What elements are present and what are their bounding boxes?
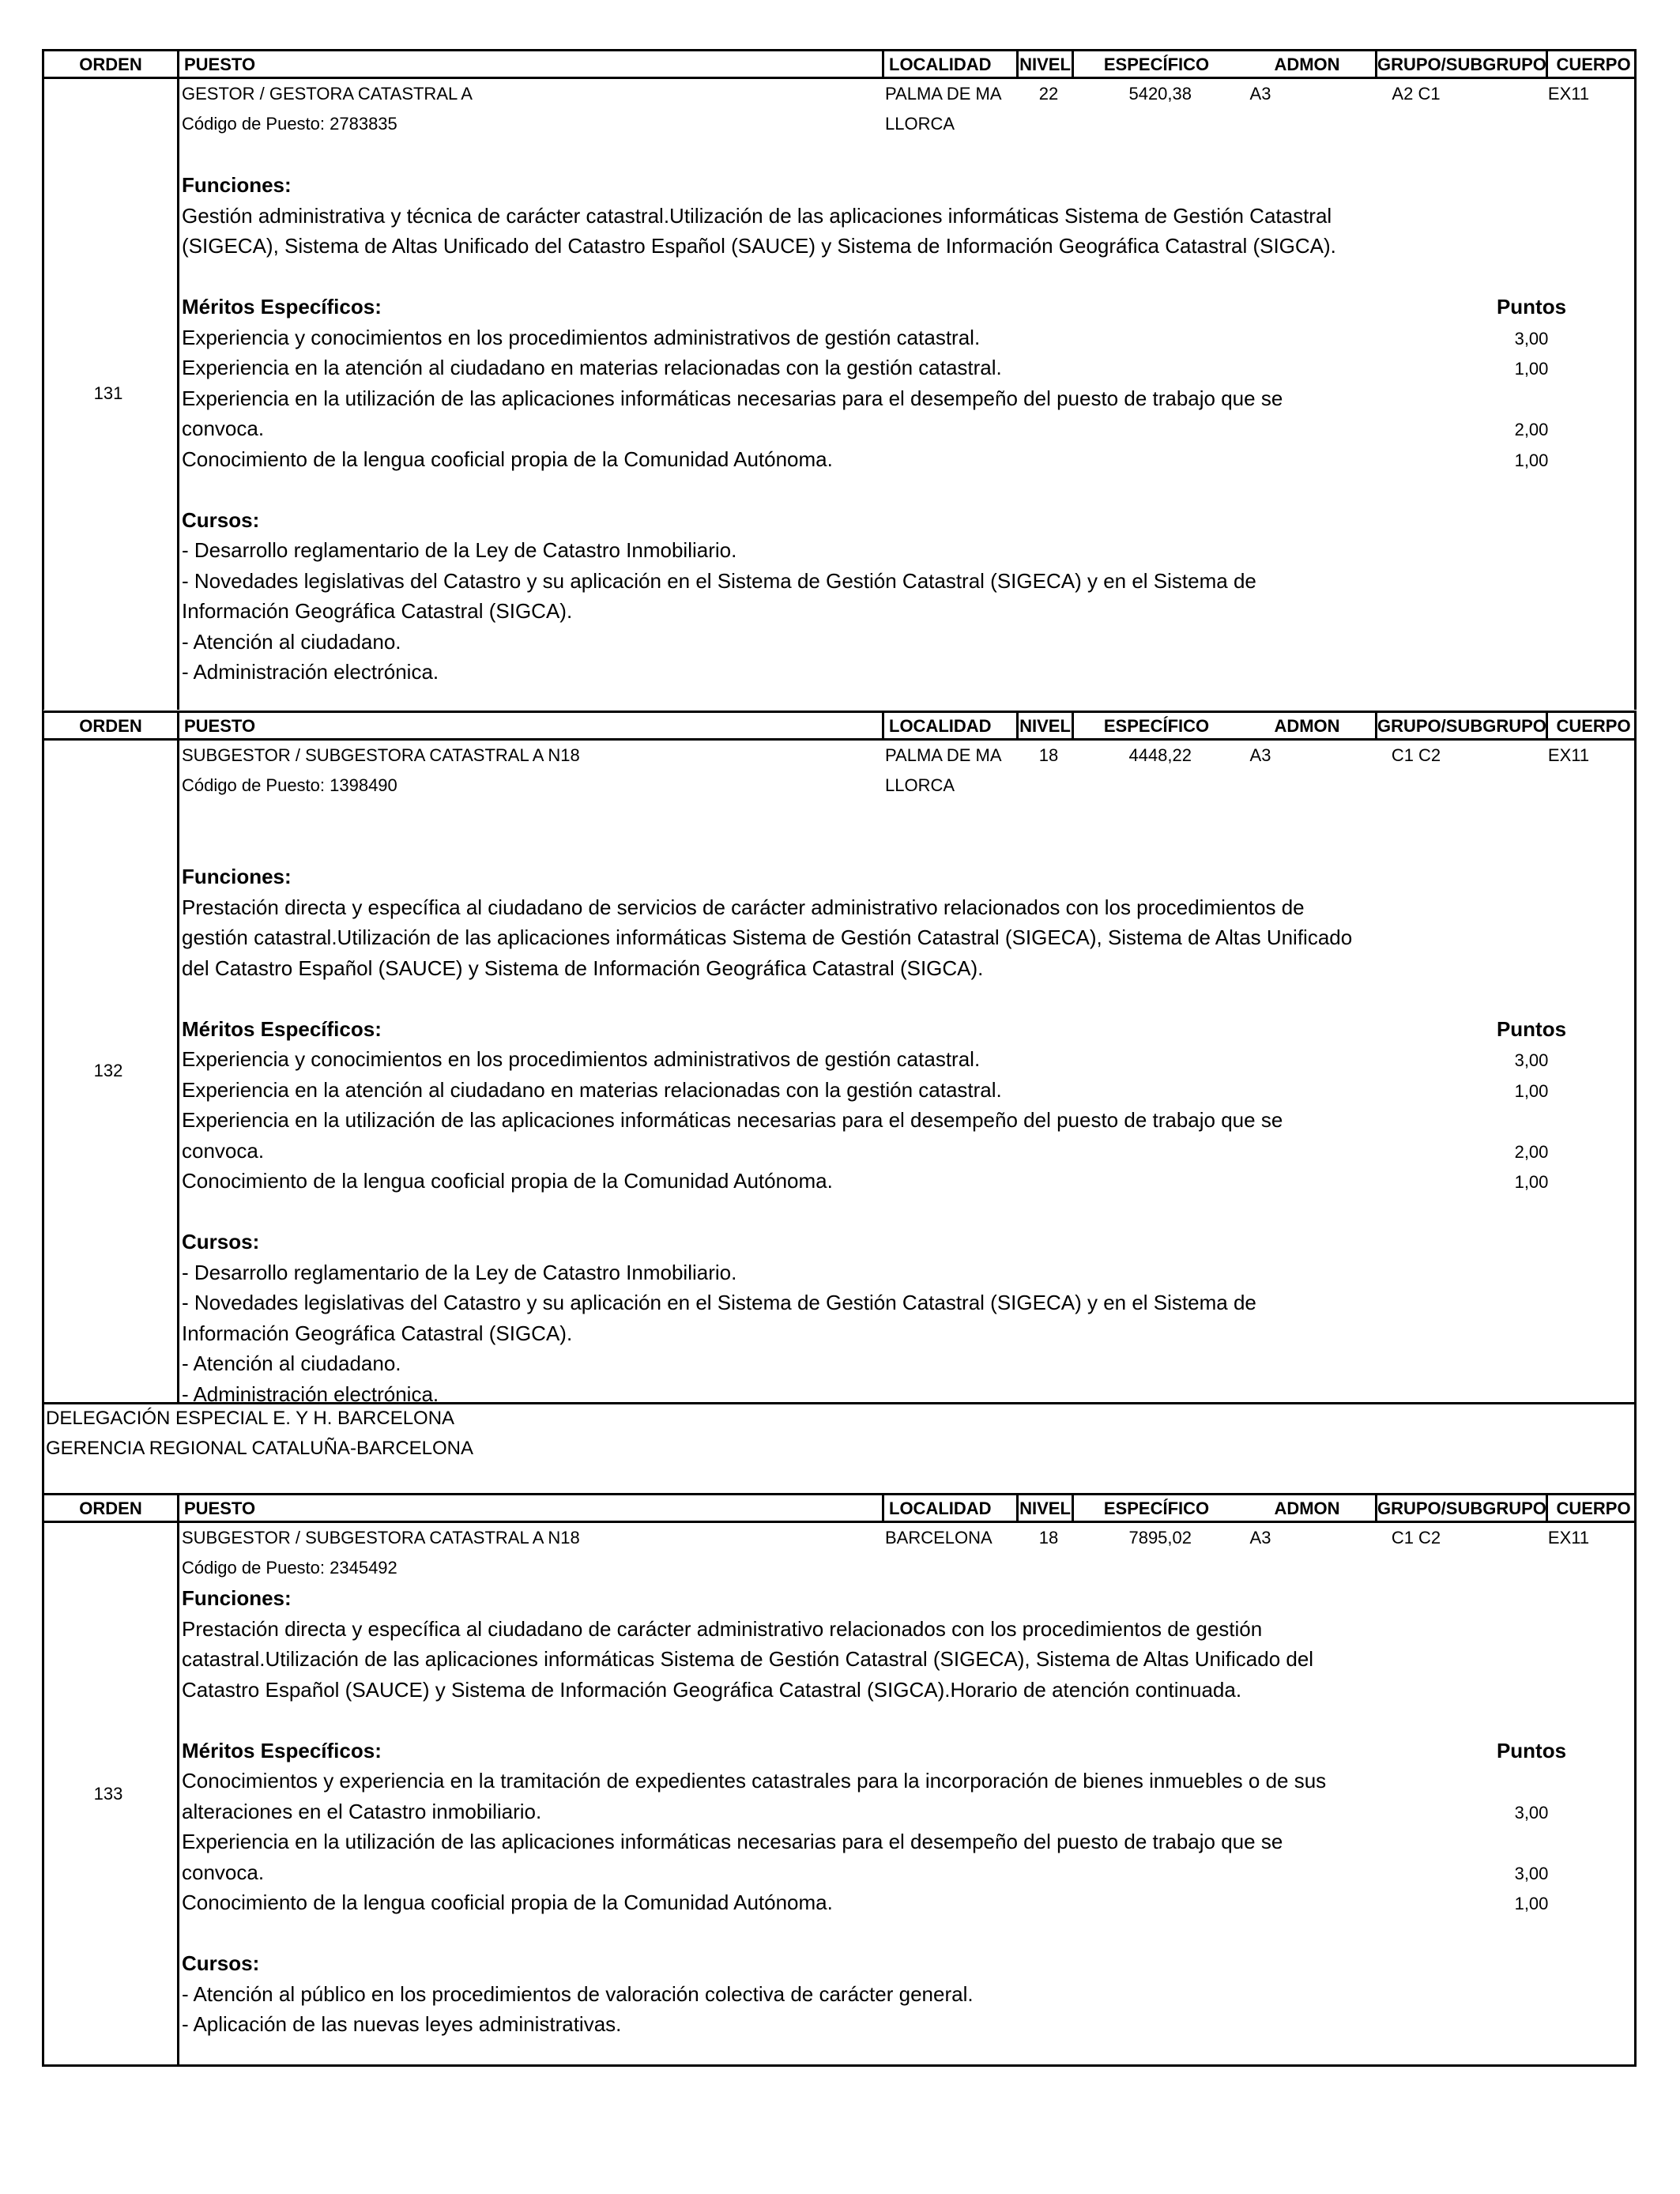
meritos-label: Méritos Específicos:: [182, 1738, 382, 1762]
curso-line: Información Geográfica Catastral (SIGCA).: [182, 599, 573, 623]
merito-line: convoca.: [182, 417, 265, 440]
puntos-label: Puntos: [1496, 1738, 1567, 1762]
header-puesto: PUESTO: [177, 1495, 882, 1521]
header-admon: ADMON: [1274, 1498, 1340, 1518]
nivel-value: 18: [1038, 745, 1059, 765]
merito-line: Experiencia en la utilización de las aplicaciones informáticas necesarias para el desempeño del puesto de trabajo que se: [182, 1108, 1283, 1132]
header-row: [42, 711, 1637, 741]
header-localidad: LOCALIDAD: [882, 713, 1016, 738]
header-puesto: PUESTO: [177, 51, 882, 77]
merito-puntos: 1,00: [1514, 1172, 1549, 1192]
curso-line: - Atención al ciudadano.: [182, 629, 401, 654]
funciones-label: Funciones:: [182, 1586, 292, 1610]
column-divider: [177, 1523, 179, 2066]
header-grupo: GRUPO/SUBGRUPO: [1375, 713, 1546, 738]
funciones-label: Funciones:: [182, 173, 292, 197]
admon-value: A3: [1249, 1528, 1271, 1547]
header-cuerpo: CUERPO: [1546, 713, 1639, 738]
department-line2: GERENCIA REGIONAL CATALUÑA-BARCELONA: [46, 1438, 474, 1459]
grupo-value: C1 C2: [1391, 1528, 1441, 1547]
orden-number: 132: [93, 1061, 123, 1080]
funciones-line: Prestación directa y específica al ciudadano de carácter administrativo relacionados con los procedimientos de gestión: [182, 1616, 1263, 1641]
admon-value: A3: [1249, 84, 1271, 104]
merito-puntos: 1,00: [1514, 1894, 1549, 1913]
funciones-line: Gestión administrativa y técnica de carácter catastral.Utilización de las aplicaciones informáticas Sistema de Gestión Catastral: [182, 203, 1332, 228]
merito-puntos: 3,00: [1514, 1863, 1549, 1883]
merito-line: Experiencia y conocimientos en los procedimientos administrativos de gestión catastral.: [182, 325, 981, 349]
orden-number: 131: [93, 383, 123, 403]
header-nivel: NIVEL: [1016, 713, 1072, 738]
funciones-line: Catastro Español (SAUCE) y Sistema de Información Geográfica Catastral (SIGCA).Horario de atención continuada.: [182, 1677, 1242, 1702]
merito-line: Conocimiento de la lengua cooficial propia de la Comunidad Autónoma.: [182, 447, 833, 471]
puesto-title: GESTOR / GESTORA CATASTRAL A: [182, 84, 473, 104]
header-row: [42, 49, 1637, 79]
cuerpo-value: EX11: [1547, 1528, 1590, 1547]
curso-line: - Aplicación de las nuevas leyes administrativas.: [182, 2012, 622, 2036]
curso-line: - Novedades legislativas del Catastro y su aplicación en el Sistema de Gestión Catastral (SIGECA) y en el Sistema de: [182, 568, 1256, 593]
merito-line: Experiencia en la utilización de las aplicaciones informáticas necesarias para el desempeño del puesto de trabajo que se: [182, 386, 1283, 410]
curso-line: - Novedades legislativas del Catastro y su aplicación en el Sistema de Gestión Catastral (SIGECA) y en el Sistema de: [182, 1291, 1256, 1314]
merito-line: Conocimientos y experiencia en la tramitación de expedientes catastrales para la incorporación de bienes inmuebles o de sus: [182, 1769, 1327, 1793]
merito-puntos: 1,00: [1514, 359, 1549, 379]
especifico-value: 7895,02: [1128, 1528, 1192, 1547]
header-nivel: NIVEL: [1016, 51, 1072, 77]
curso-line: - Atención al ciudadano.: [182, 1351, 401, 1375]
header-especifico: ESPECÍFICO: [1072, 51, 1239, 77]
department-line1: DELEGACIÓN ESPECIAL E. Y H. BARCELONA: [46, 1408, 455, 1429]
header-puesto: PUESTO: [177, 713, 882, 738]
puesto-title: SUBGESTOR / SUBGESTORA CATASTRAL A N18: [182, 745, 580, 765]
admon-value: A3: [1249, 745, 1271, 765]
merito-line: Experiencia en la utilización de las aplicaciones informáticas necesarias para el desempeño del puesto de trabajo que se: [182, 1830, 1283, 1853]
header-especifico: ESPECÍFICO: [1072, 713, 1239, 738]
header-row: [42, 1493, 1637, 1523]
merito-line: Experiencia en la atención al ciudadano en materias relacionadas con la gestión catastral.: [182, 356, 1002, 379]
localidad-line2: LLORCA: [885, 775, 955, 795]
cursos-label: Cursos:: [182, 1951, 260, 1975]
merito-puntos: 3,00: [1514, 1050, 1549, 1070]
column-divider: [177, 741, 179, 1403]
header-localidad: LOCALIDAD: [882, 51, 1016, 77]
merito-puntos: 1,00: [1514, 1080, 1549, 1101]
puntos-label: Puntos: [1496, 295, 1567, 319]
curso-line: - Desarrollo reglamentario de la Ley de Catastro Inmobiliario.: [182, 538, 737, 562]
localidad-line1: PALMA DE MA: [885, 84, 1002, 104]
localidad-line1: BARCELONA: [885, 1528, 993, 1547]
funciones-line: catastral.Utilización de las aplicaciones informáticas Sistema de Gestión Catastral (SIGECA), Sistema de Altas Unificado del: [182, 1647, 1314, 1671]
puntos-label: Puntos: [1496, 1016, 1567, 1041]
funciones-label: Funciones:: [182, 865, 292, 888]
merito-puntos: 1,00: [1514, 450, 1549, 470]
header-nivel: NIVEL: [1016, 1495, 1072, 1521]
header-especifico: ESPECÍFICO: [1072, 1495, 1239, 1521]
curso-line: - Administración electrónica.: [182, 660, 439, 684]
curso-line: - Desarrollo reglamentario de la Ley de Catastro Inmobiliario.: [182, 1260, 737, 1284]
funciones-line: Prestación directa y específica al ciudadano de servicios de carácter administrativo relacionados con los procedimientos de: [182, 895, 1305, 919]
especifico-value: 4448,22: [1128, 745, 1192, 765]
header-admon: ADMON: [1274, 716, 1340, 736]
curso-line: Información Geográfica Catastral (SIGCA).: [182, 1321, 573, 1345]
header-orden: ORDEN: [79, 55, 142, 74]
curso-line: - Atención al público en los procedimientos de valoración colectiva de carácter general.: [182, 1981, 974, 2006]
grupo-value: A2 C1: [1392, 84, 1441, 104]
curso-line: - Administración electrónica.: [182, 1382, 439, 1406]
puesto-title: SUBGESTOR / SUBGESTORA CATASTRAL A N18: [182, 1528, 580, 1547]
codigo-puesto: Código de Puesto: 2345492: [182, 1558, 397, 1578]
cuerpo-value: EX11: [1547, 745, 1590, 765]
header-admon: ADMON: [1274, 55, 1340, 74]
table-bottom-line: [42, 2064, 1637, 2067]
nivel-value: 18: [1038, 1528, 1059, 1547]
merito-puntos: 2,00: [1514, 1141, 1549, 1162]
meritos-label: Méritos Específicos:: [182, 1016, 382, 1041]
column-divider: [177, 79, 179, 710]
merito-line: Conocimiento de la lengua cooficial propia de la Comunidad Autónoma.: [182, 1891, 833, 1914]
merito-line: alteraciones en el Catastro inmobiliario.: [182, 1799, 542, 1823]
grupo-value: C1 C2: [1391, 745, 1441, 765]
especifico-value: 5420,38: [1128, 84, 1192, 104]
localidad-line2: LLORCA: [885, 114, 955, 134]
header-orden: ORDEN: [79, 1498, 142, 1518]
merito-puntos: 3,00: [1514, 328, 1549, 349]
localidad-line1: PALMA DE MA: [885, 745, 1002, 765]
header-grupo: GRUPO/SUBGRUPO: [1375, 1495, 1546, 1521]
header-cuerpo: CUERPO: [1546, 51, 1639, 77]
cursos-label: Cursos:: [182, 1230, 260, 1253]
header-localidad: LOCALIDAD: [882, 1495, 1016, 1521]
merito-line: Experiencia en la atención al ciudadano en materias relacionadas con la gestión catastral.: [182, 1077, 1002, 1102]
header-orden: ORDEN: [79, 716, 142, 736]
meritos-label: Méritos Específicos:: [182, 295, 382, 319]
merito-line: Experiencia y conocimientos en los procedimientos administrativos de gestión catastral.: [182, 1047, 981, 1071]
merito-puntos: 3,00: [1514, 1802, 1549, 1823]
codigo-puesto: Código de Puesto: 1398490: [182, 775, 397, 795]
merito-line: Conocimiento de la lengua cooficial propia de la Comunidad Autónoma.: [182, 1169, 833, 1193]
merito-line: convoca.: [182, 1138, 265, 1163]
merito-line: convoca.: [182, 1860, 265, 1884]
orden-number: 133: [93, 1783, 123, 1804]
funciones-line: del Catastro Español (SAUCE) y Sistema de Información Geográfica Catastral (SIGCA).: [182, 956, 984, 980]
header-cuerpo: CUERPO: [1546, 1495, 1639, 1521]
header-grupo: GRUPO/SUBGRUPO: [1375, 51, 1546, 77]
nivel-value: 22: [1038, 84, 1059, 104]
cuerpo-value: EX11: [1547, 84, 1590, 104]
merito-puntos: 2,00: [1514, 420, 1549, 439]
codigo-puesto: Código de Puesto: 2783835: [182, 114, 397, 134]
left-edge: [42, 49, 43, 2067]
cursos-label: Cursos:: [182, 507, 260, 532]
funciones-line: gestión catastral.Utilización de las aplicaciones informáticas Sistema de Gestión Catastral (SIGECA), Sistema de Altas Unificado: [182, 925, 1353, 949]
funciones-line: (SIGECA), Sistema de Altas Unificado del Catastro Español (SAUCE) y Sistema de Información Geográfica Catastral (SIGCA).: [182, 234, 1336, 258]
